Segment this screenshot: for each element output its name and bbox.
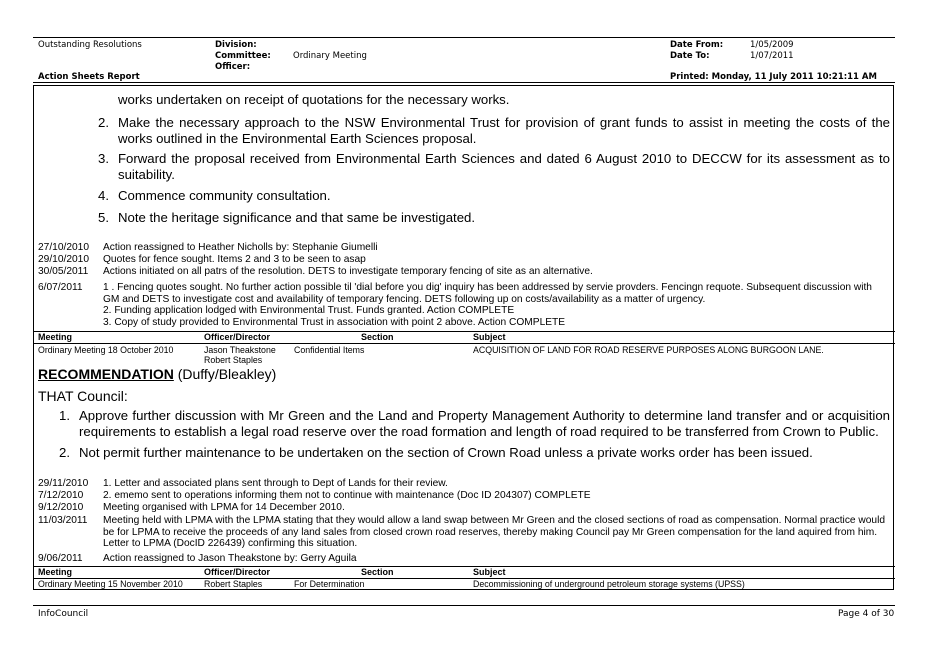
date-to-label: Date To:	[670, 51, 710, 61]
action-text: 2. ememo sent to operations informing them not to continue with maintenance (Doc ID 204307) COMPLETE	[103, 490, 591, 501]
section-value: For Determination	[294, 579, 365, 589]
action-date: 6/07/2011	[38, 282, 83, 293]
action-text: Quotes for fence sought. Items 2 and 3 to be seen to asap	[103, 254, 366, 265]
date-from-value: 1/05/2009	[750, 40, 794, 50]
recommendation-heading-line	[38, 366, 276, 382]
meeting-value: Ordinary Meeting 15 November 2010	[38, 579, 183, 589]
row-top-rule	[33, 331, 895, 332]
action-date: 29/11/2010	[38, 478, 89, 489]
printed-stamp	[670, 72, 877, 82]
action-text: 1 . Fencing quotes sought. No further action possible til 'dial before you dig' inquiry has been addressed by servie provders. Fencingn requote. Subsequent discussion with GM and DETS to investigate cost and availability of temporary fencing. DETS following up on costs/availability as a matter of urgency. 2. Funding application lodged with Environmental Trust. Funds granted. Action COMPLETE 3. Copy of study provided to Environmental Trust in association with point 2 above. Action COMPLETE	[103, 282, 872, 328]
action-text: 1. Letter and associated plans sent through to Dept of Lands for their review.	[103, 478, 448, 489]
point-number: 5.	[98, 210, 109, 225]
action-text: Actions initiated on all patrs of the resolution. DETS to investigate temporary fencing of site as an alternative.	[103, 266, 593, 277]
that-council: THAT Council:	[38, 388, 128, 404]
item1-continuation: works undertaken on receipt of quotations for the necessary works.	[118, 92, 510, 107]
action-text: Meeting organised with LPMA for 14 December 2010.	[103, 502, 345, 513]
page-number: Page 4 of 30	[838, 609, 895, 619]
point-text: Forward the proposal received from Environmental Earth Sciences and dated 6 August 2010 to DECCW for its assessment as to suitability.	[118, 151, 890, 182]
col-subject: Subject	[473, 567, 506, 577]
subject-value: ACQUISITION OF LAND FOR ROAD RESERVE PURPOSES ALONG BURGOON LANE.	[473, 345, 824, 355]
printed-label: Printed:	[670, 72, 709, 82]
recommendation-heading: RECOMMENDATION	[38, 366, 174, 382]
action-text: Action reassigned to Heather Nicholls by: Stephanie Giumelli	[103, 242, 378, 253]
committee-label: Committee:	[215, 51, 271, 61]
subject-value: Decommissioning of underground petroleum storage systems (UPSS)	[473, 579, 745, 589]
report-type: Action Sheets Report	[38, 72, 140, 82]
col-officer: Officer/Director	[204, 567, 271, 577]
recommendation-movers: (Duffy/Bleakley)	[173, 366, 277, 382]
officer-label: Officer:	[215, 62, 251, 72]
point-number: 2.	[59, 445, 70, 460]
point-number: 3.	[98, 151, 109, 166]
point-text: Not permit further maintenance to be undertaken on the section of Crown Road unless a private works order has been issued.	[79, 445, 813, 460]
col-officer: Officer/Director	[204, 332, 271, 342]
col-subject: Subject	[473, 332, 506, 342]
point-text: Commence community consultation.	[118, 188, 331, 203]
point-number: 2.	[98, 115, 109, 130]
date-from-label: Date From:	[670, 40, 724, 50]
action-date: 29/10/2010	[38, 254, 89, 265]
col-meeting: Meeting	[38, 567, 73, 577]
report-name: Outstanding Resolutions	[38, 40, 142, 50]
action-date: 7/12/2010	[38, 490, 84, 501]
division-label: Division:	[215, 40, 257, 50]
action-text: Action reassigned to Jason Theakstone by: Gerry Aguila	[103, 553, 357, 564]
point-text: Approve further discussion with Mr Green and the Land and Property Management Authority to determine land transfer and or acquisition requirements to establish a legal road reserve over the road formation and length of road required to be transferred from Crown to Public.	[79, 408, 890, 439]
action-date: 27/10/2010	[38, 242, 89, 253]
point-number: 1.	[59, 408, 70, 423]
point-number: 4.	[98, 188, 109, 203]
col-section: Section	[361, 332, 394, 342]
printed-value: Monday, 11 July 2011 10:21:11 AM	[711, 72, 877, 82]
action-date: 9/06/2011	[38, 553, 83, 564]
section-value: Confidential Items	[294, 345, 365, 355]
officer-value: Jason Theakstone	[204, 345, 276, 355]
header-top-rule	[33, 37, 895, 38]
col-meeting: Meeting	[38, 332, 73, 342]
meeting-value: Ordinary Meeting 18 October 2010	[38, 345, 174, 355]
officer-value: Robert Staples	[204, 579, 263, 589]
officer-value: Robert Staples	[204, 355, 263, 365]
committee-value: Ordinary Meeting	[293, 51, 367, 61]
col-section: Section	[361, 567, 394, 577]
action-date: 30/05/2011	[38, 266, 89, 277]
header-bottom-rule	[33, 82, 895, 83]
row-header-rule	[33, 343, 895, 344]
footer-app-name: InfoCouncil	[38, 609, 89, 619]
action-date: 9/12/2010	[38, 502, 84, 513]
point-text: Note the heritage significance and that same be investigated.	[118, 210, 476, 225]
action-text: Meeting held with LPMA with the LPMA stating that they would allow a land swap between Mr Green and the closed sections of road as compensation. Normal practice would be for LPMA to receive the proceeds of any land sales from closed crown road reserves, thereby making Council pay Mr Green compensation for the land aquired from him. Letter to LPMA (DocID 226439) confirming this situation.	[103, 515, 886, 549]
point-text: Make the necessary approach to the NSW Environmental Trust for provision of grant funds to assist in meeting the costs of the works outlined in the Environmental Earth Sciences proposal.	[118, 115, 890, 146]
footer-rule	[33, 605, 895, 606]
action-date: 11/03/2011	[38, 515, 88, 526]
date-to-value: 1/07/2011	[750, 51, 794, 61]
row-top-rule	[33, 566, 895, 567]
